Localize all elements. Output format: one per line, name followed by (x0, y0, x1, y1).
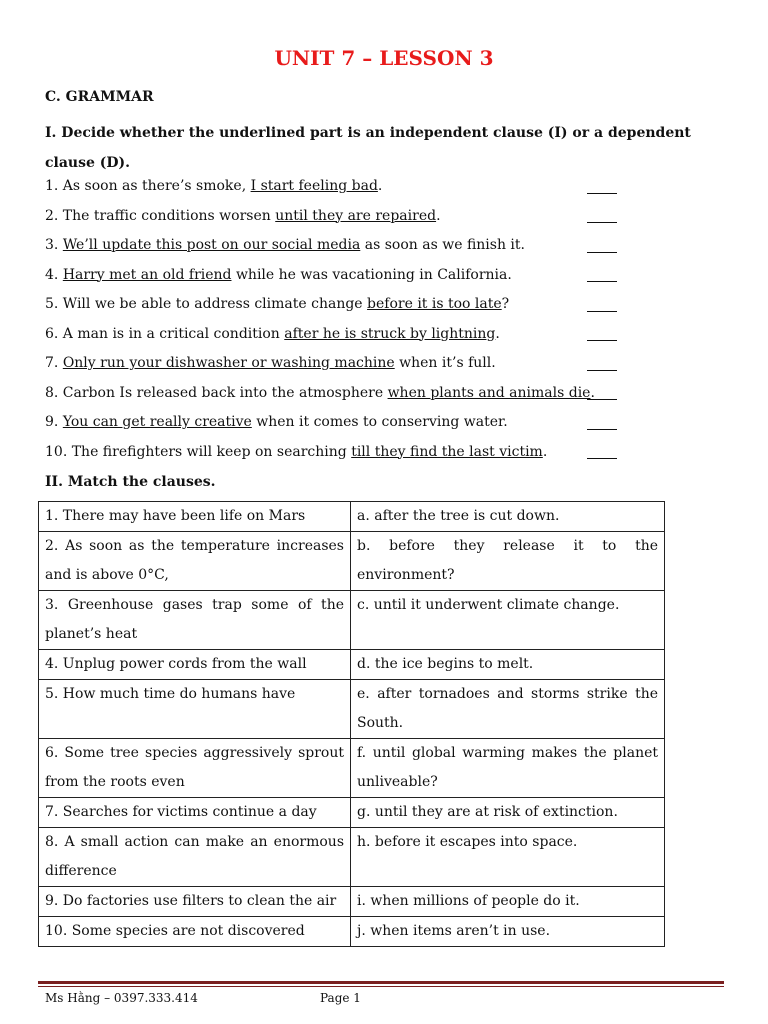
question-text: 4. (45, 266, 63, 283)
underlined-clause: We’ll update this post on our social media (62, 237, 361, 253)
underlined-clause: Harry met an old friend (62, 266, 232, 283)
question-text: 2. The traffic conditions worsen (45, 207, 276, 224)
question-text: 8. Carbon Is released back into the atmosphere (45, 384, 388, 401)
question-item (45, 172, 725, 202)
clause-right: c. until it underwent climate change. (351, 591, 665, 650)
question-text: 9. (45, 414, 63, 430)
clause-left: 9. Do factories use filters to clean the air (39, 887, 351, 917)
clause-left: 3. Greenhouse gases trap some of the planet’s heat (39, 591, 351, 650)
question-text-end: ? (501, 296, 510, 312)
question-text-end: . (542, 443, 548, 460)
question-text-end: . (436, 207, 441, 224)
question-item (45, 202, 725, 232)
question-text-end: . (377, 178, 383, 194)
question-item (45, 349, 725, 379)
part1-instruction: I. Decide whether the underlined part is an independent clause (I) or a dependent clause (D). (45, 125, 691, 171)
footer-rule-thin (38, 986, 724, 987)
answer-blank[interactable] (587, 290, 617, 320)
question-text-end: as soon as we finish it. (360, 237, 525, 253)
question-text-end: . (590, 384, 595, 401)
table-row (39, 650, 665, 680)
question-text: 1. As soon as there’s smoke, (45, 178, 251, 194)
table-row (39, 828, 665, 887)
part1-list (45, 172, 725, 467)
clause-left: 10. Some species are not discovered (39, 917, 351, 947)
footer-rule (38, 981, 724, 984)
clause-right: j. when items aren’t in use. (351, 917, 665, 947)
answer-blank[interactable] (587, 320, 617, 350)
clause-right: b. before they release it to the environment? (351, 532, 665, 591)
question-text-end: when it comes to conserving water. (251, 414, 508, 430)
answer-blank[interactable] (587, 261, 617, 291)
table-row (39, 680, 665, 739)
question-text-end: while he was vacationing in California. (231, 266, 512, 283)
question-item (45, 438, 725, 468)
question-item (45, 261, 725, 291)
part2-instruction: II. Match the clauses. (45, 474, 216, 490)
footer-page-number: Page 1 (320, 991, 361, 1005)
footer-author: Ms Hằng – 0397.333.414 (45, 991, 198, 1005)
table-row (39, 502, 665, 532)
underlined-clause: You can get really creative (62, 414, 252, 430)
clause-left: 5. How much time do humans have (39, 680, 351, 739)
clause-left: 8. A small action can make an enormous difference (39, 828, 351, 887)
answer-blank[interactable] (587, 438, 617, 468)
page-title: UNIT 7 – LESSON 3 (274, 46, 494, 70)
question-item (45, 408, 725, 438)
underlined-clause: before it is too late (367, 296, 502, 312)
underlined-clause: after he is struck by lightning (284, 325, 496, 342)
clause-left: 2. As soon as the temperature increases and is above 0°C, (39, 532, 351, 591)
table-row (39, 591, 665, 650)
question-item (45, 379, 725, 409)
question-item (45, 231, 725, 261)
question-item (45, 290, 725, 320)
underlined-clause: when plants and animals die (387, 384, 591, 401)
answer-blank[interactable] (587, 408, 617, 438)
question-text-end: . (495, 325, 500, 342)
answer-blank[interactable] (587, 379, 617, 409)
question-item (45, 320, 725, 350)
answer-blank[interactable] (587, 172, 617, 202)
question-text-end: when it’s full. (394, 355, 496, 371)
underlined-clause: until they are repaired (275, 207, 437, 224)
question-text: 5. Will we be able to address climate change (45, 296, 368, 312)
question-text: 6. A man is in a critical condition (45, 325, 285, 342)
clause-right: f. until global warming makes the planet unliveable? (351, 739, 665, 798)
question-text: 10. The firefighters will keep on searching (45, 443, 352, 460)
clause-left: 1. There may have been life on Mars (39, 502, 351, 532)
clause-right: d. the ice begins to melt. (351, 650, 665, 680)
clause-right: g. until they are at risk of extinction. (351, 798, 665, 828)
table-row (39, 739, 665, 798)
clause-right: a. after the tree is cut down. (351, 502, 665, 532)
clause-right: e. after tornadoes and storms strike the South. (351, 680, 665, 739)
clause-right: i. when millions of people do it. (351, 887, 665, 917)
underlined-clause: Only run your dishwasher or washing machine (62, 355, 395, 371)
underlined-clause: till they find the last victim (351, 443, 543, 460)
table-row (39, 798, 665, 828)
clause-right: h. before it escapes into space. (351, 828, 665, 887)
table-row (39, 532, 665, 591)
answer-blank[interactable] (587, 202, 617, 232)
answer-blank[interactable] (587, 231, 617, 261)
clause-left: 7. Searches for victims continue a day (39, 798, 351, 828)
answer-blank[interactable] (587, 349, 617, 379)
match-table (38, 501, 665, 947)
table-row (39, 917, 665, 947)
clause-left: 6. Some tree species aggressively sprout from the roots even (39, 739, 351, 798)
question-text: 3. (45, 237, 63, 253)
underlined-clause: I start feeling bad (250, 178, 378, 194)
clause-left: 4. Unplug power cords from the wall (39, 650, 351, 680)
table-row (39, 887, 665, 917)
question-text: 7. (45, 355, 63, 371)
section-heading: C. GRAMMAR (45, 89, 154, 105)
